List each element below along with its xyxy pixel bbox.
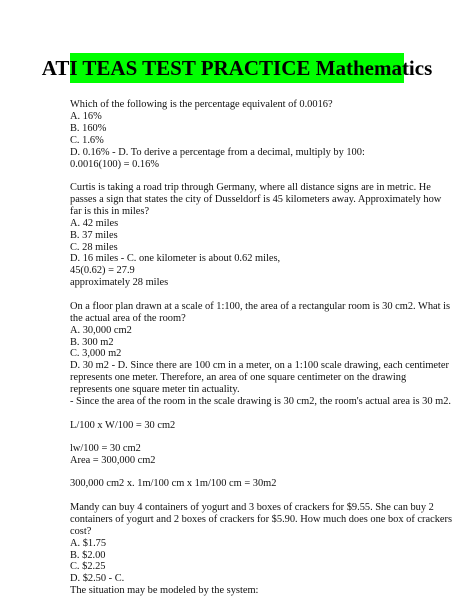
text-line: represents one square meter tin actuality. bbox=[70, 384, 240, 396]
text-line: On a floor plan drawn at a scale of 1:100, the area of a rectangular room is 30 cm2. What is bbox=[70, 300, 451, 312]
text-line: B. 37 miles bbox=[70, 229, 118, 241]
text-line: the actual area of the room? bbox=[70, 312, 186, 324]
question-percentage bbox=[70, 99, 410, 170]
text-line: lw/100 = 30 cm2 bbox=[70, 443, 141, 455]
question-kilometers bbox=[70, 182, 442, 289]
text-line: B. 160% bbox=[70, 122, 107, 134]
text-line: cost? bbox=[70, 525, 92, 537]
text-line: D. 0.16% - D. To derive a percentage from a decimal, multiply by 100: bbox=[70, 146, 365, 158]
text-line: B. 300 m2 bbox=[70, 336, 114, 348]
equation-block bbox=[70, 478, 410, 490]
text-line: Which of the following is the percentage equivalent of 0.0016? bbox=[70, 99, 333, 110]
text-line: C. 28 miles bbox=[70, 241, 118, 253]
text-line: - Since the area of the room in the scale drawing is 30 cm2, the room's actual area is 30 m2. bbox=[70, 396, 452, 408]
text-line: A. 16% bbox=[70, 110, 102, 122]
text-line: C. 3,000 m2 bbox=[70, 348, 122, 360]
text-line: B. $2.00 bbox=[70, 549, 106, 561]
text-line: Curtis is taking a road trip through Germany, where all distance signs are in metric. He bbox=[70, 182, 431, 194]
text-line: 45(0.62) = 27.9 bbox=[70, 265, 135, 277]
page-title: ATI TEAS TEST PRACTICE Mathematics bbox=[41, 55, 433, 80]
title-highlight-band bbox=[41, 53, 433, 83]
question-floor-plan bbox=[70, 300, 452, 408]
text-line: D. $2.50 - C. bbox=[70, 573, 125, 585]
question-yogurt-crackers bbox=[70, 501, 453, 597]
text-line: 300,000 cm2 x. 1m/100 cm x 1m/100 cm = 30m2 bbox=[70, 478, 277, 490]
text-line: D. 16 miles - C. one kilometer is about 0.62 miles, bbox=[70, 253, 281, 265]
text-line: C. 1.6% bbox=[70, 134, 104, 146]
document-content bbox=[70, 99, 453, 597]
equation-block bbox=[70, 443, 410, 467]
text-line: Mandy can buy 4 containers of yogurt and 3 boxes of crackers for $9.55. She can buy 2 bbox=[70, 501, 434, 513]
text-line: far is this in miles? bbox=[70, 205, 150, 217]
text-line: passes a sign that states the city of Dusseldorf is 45 kilometers away. Approximately how bbox=[70, 193, 442, 205]
text-line: containers of yogurt and 2 boxes of crackers for $5.90. How much does one box of crackers bbox=[70, 513, 453, 525]
text-line: Area = 300,000 cm2 bbox=[70, 454, 156, 466]
text-line: A. $1.75 bbox=[70, 537, 107, 549]
text-line: The situation may be modeled by the system: bbox=[70, 585, 259, 597]
text-line: approximately 28 miles bbox=[70, 277, 169, 289]
text-line: 0.0016(100) = 0.16% bbox=[70, 158, 159, 170]
text-line: A. 42 miles bbox=[70, 217, 119, 229]
equation-block bbox=[70, 420, 410, 432]
text-line: A. 30,000 cm2 bbox=[70, 324, 132, 336]
text-line: C. $2.25 bbox=[70, 561, 106, 573]
text-line: represents one meter. Therefore, an area of one square centimeter on the drawing bbox=[70, 372, 407, 384]
text-line: D. 30 m2 - D. Since there are 100 cm in a meter, on a 1:100 scale drawing, each centimeter bbox=[70, 360, 449, 372]
text-line: L/100 x W/100 = 30 cm2 bbox=[70, 419, 176, 431]
